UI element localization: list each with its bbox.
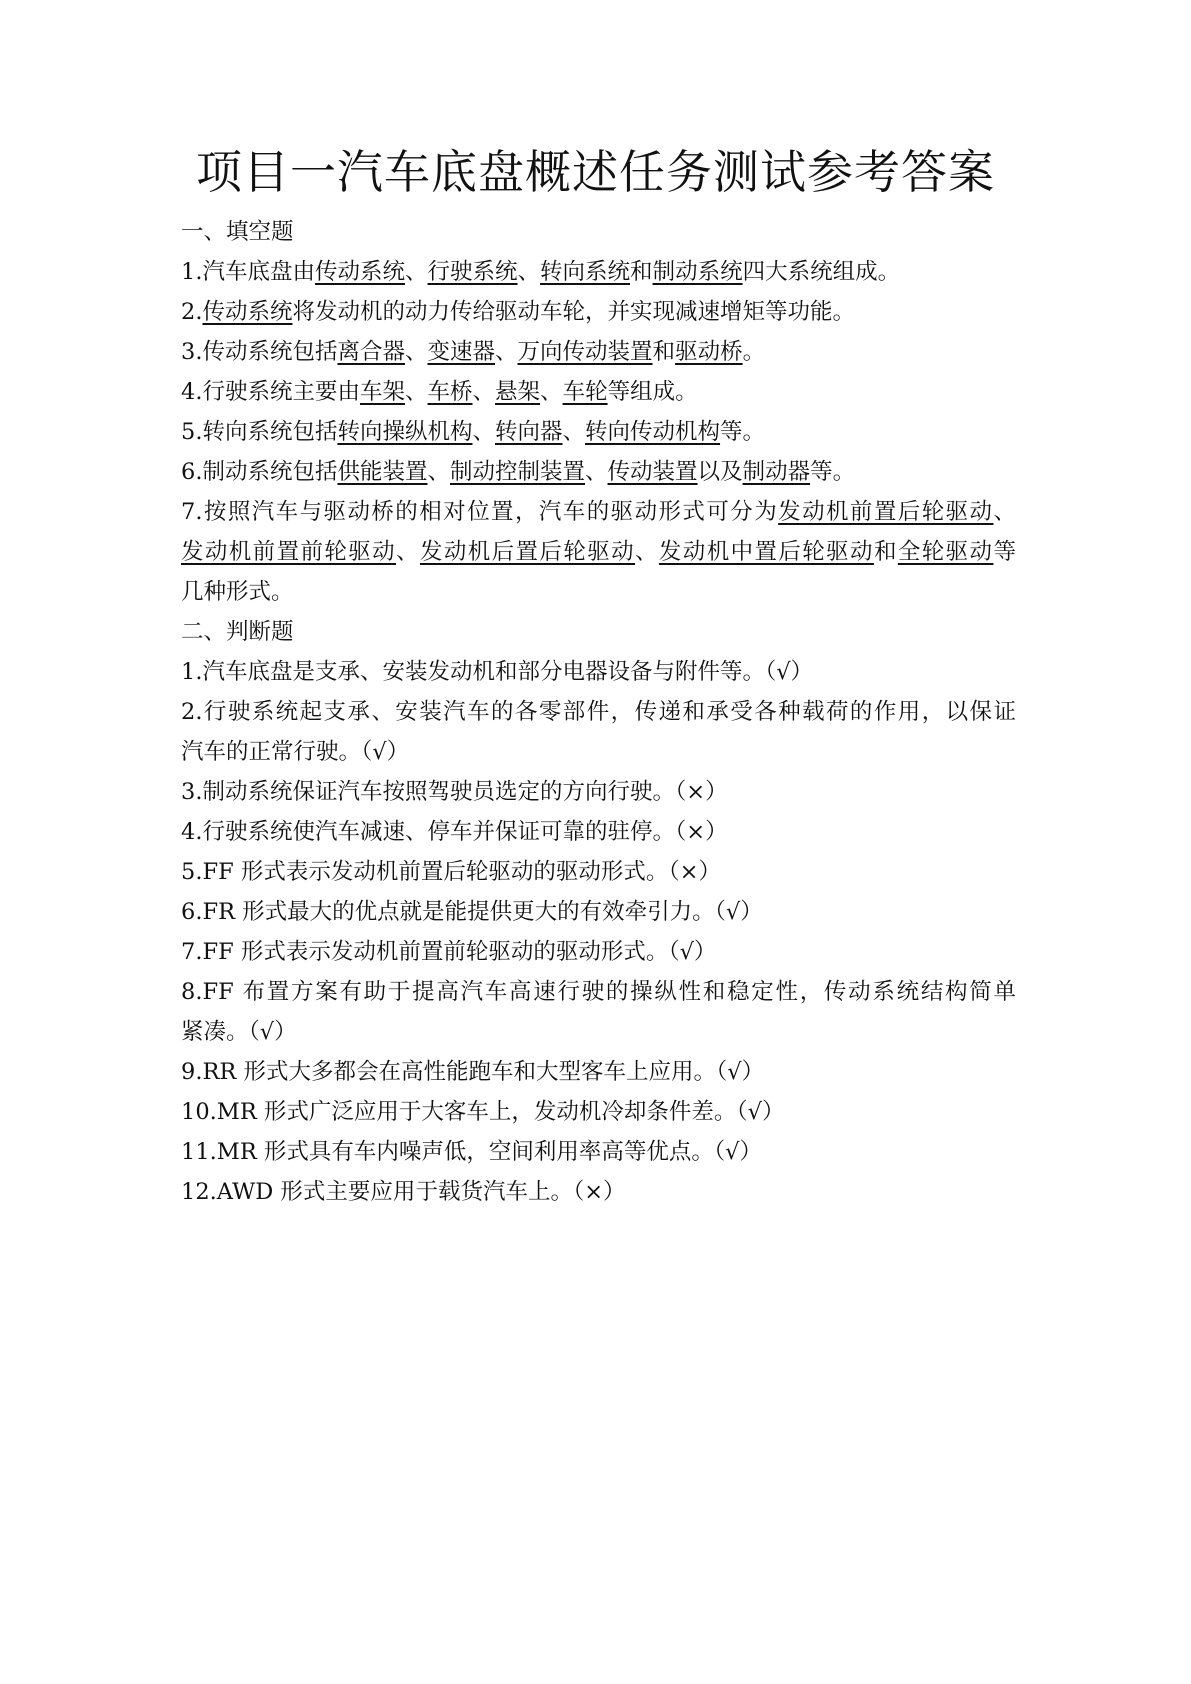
fill-blank-line-text [181, 579, 294, 605]
question-text: 几种形式。 [181, 579, 294, 605]
question-text: 1.汽车底盘由 [181, 259, 315, 285]
true-false-line: 紧凑。（√） [181, 1019, 297, 1045]
fill-blank-line [181, 412, 1016, 452]
answer-text: 车桥 [427, 379, 473, 405]
question-text: 等。 [720, 419, 766, 445]
answer-text: 转向传动机构 [585, 419, 721, 445]
question-text: 3.传动系统包括 [181, 339, 338, 365]
question-text: 和 [873, 539, 898, 565]
fill-blank-line-text [181, 339, 765, 365]
question-text: 将发动机的动力传给驱动车轮，并实现减速增矩等功能。 [292, 299, 855, 325]
fill-blank-line [181, 252, 1016, 292]
answer-text: 传动系统 [314, 259, 405, 285]
answer-text: 发动机前置前轮驱动 [181, 539, 397, 565]
answer-text: 发动机前置后轮驱动 [778, 499, 994, 525]
true-false-line: 9.RR 形式大多都会在高性能跑车和大型客车上应用。（√） [181, 1059, 765, 1085]
answer-text: 全轮驱动 [897, 539, 994, 565]
question-text: 、 [472, 379, 496, 405]
fill-blank-line-text [181, 299, 855, 325]
fill-blank-line-text [181, 539, 1016, 565]
question-text: 、 [472, 419, 495, 445]
question-text: 4.行驶系统主要由 [181, 379, 360, 405]
question-text: 等组成。 [607, 379, 698, 405]
answer-text: 传动系统 [202, 299, 293, 325]
fill-blank-answers [181, 252, 1016, 612]
true-false-line: 1.汽车底盘是支承、安装发动机和部分电器设备与附件等。（√） [181, 659, 814, 685]
answer-text: 制动系统 [652, 259, 743, 285]
question-text: 等。 [810, 459, 856, 485]
question-text: 、 [540, 379, 563, 405]
question-text: 、 [635, 539, 659, 565]
question-text: 6.制动系统包括 [181, 459, 338, 485]
fill-blank-line [181, 492, 1016, 532]
answer-text: 变速器 [427, 339, 496, 365]
true-false-line: 5.FF 形式表示发动机前置后轮驱动的驱动形式。（×） [181, 859, 721, 885]
true-false-line: 12.AWD 形式主要应用于载货汽车上。（×） [181, 1179, 626, 1205]
question-text: 、 [404, 339, 428, 365]
fill-blank-line [181, 452, 1016, 492]
answer-text: 制动器 [742, 459, 811, 485]
section-heading-fill-blank: 一、填空题 [181, 219, 294, 245]
section-heading-true-false: 二、判断题 [181, 619, 294, 645]
answer-text: 万向传动装置 [517, 339, 653, 365]
true-false-line: 汽车的正常行驶。（√） [181, 739, 410, 765]
true-false-line: 2.行驶系统起支承、安装汽车的各零部件，传递和承受各种载荷的作用，以保证 [181, 699, 1016, 725]
question-text: 等 [993, 539, 1016, 565]
question-text: 、 [427, 459, 450, 485]
true-false-answers [181, 652, 1016, 1212]
answer-text: 供能装置 [337, 459, 428, 485]
question-text: 。 [742, 339, 766, 365]
question-text: 和 [630, 259, 653, 285]
document-title: 项目一汽车底盘概述任务测试参考答案 [196, 145, 995, 199]
fill-blank-line-text [181, 499, 1016, 525]
answer-text: 转向器 [495, 419, 563, 445]
question-text: 、 [495, 339, 518, 365]
question-text: 、 [396, 539, 420, 565]
answer-text: 转向操纵机构 [337, 419, 473, 445]
question-text: 5.转向系统包括 [181, 419, 338, 445]
question-text: 、 [585, 459, 608, 485]
question-text: 四大系统组成。 [742, 259, 901, 285]
answer-text: 悬架 [495, 379, 541, 405]
answer-text: 车轮 [562, 379, 608, 405]
question-text: 2. [181, 299, 203, 325]
document-body [181, 212, 1016, 1212]
true-false-line: 3.制动系统保证汽车按照驾驶员选定的方向行驶。（×） [181, 779, 728, 805]
answer-text: 发动机后置后轮驱动 [419, 539, 635, 565]
question-text: 7.按照汽车与驱动桥的相对位置，汽车的驱动形式可分为 [181, 499, 779, 525]
question-text: 、 [404, 379, 428, 405]
true-false-line: 6.FR 形式最大的优点就是能提供更大的有效牵引力。（√） [181, 899, 763, 925]
answer-text: 转向系统 [540, 259, 631, 285]
fill-blank-line-text [181, 259, 900, 285]
fill-blank-line-text [181, 379, 698, 405]
answer-text: 发动机中置后轮驱动 [658, 539, 874, 565]
answer-text: 行驶系统 [427, 259, 518, 285]
answer-text: 传动装置 [607, 459, 698, 485]
true-false-line: 10.MR 形式广泛应用于大客车上，发动机冷却条件差。（√） [181, 1099, 785, 1125]
true-false-line: 4.行驶系统使汽车减速、停车并保证可靠的驻停。（×） [181, 819, 728, 845]
answer-text: 驱动桥 [675, 339, 743, 365]
true-false-line: 8.FF 布置方案有助于提高汽车高速行驶的操纵性和稳定性，传动系统结构简单 [181, 979, 1016, 1005]
question-text: 和 [652, 339, 676, 365]
fill-blank-line [181, 372, 1016, 412]
question-text: 、 [517, 259, 541, 285]
fill-blank-line [181, 332, 1016, 372]
fill-blank-line-text [181, 459, 855, 485]
question-text: 、 [404, 259, 428, 285]
question-text: 、 [562, 419, 586, 445]
fill-blank-line [181, 292, 1016, 332]
answer-text: 制动控制装置 [450, 459, 586, 485]
answer-text: 离合器 [337, 339, 405, 365]
answer-text: 车架 [359, 379, 405, 405]
true-false-line: 7.FF 形式表示发动机前置前轮驱动的驱动形式。（√） [181, 939, 717, 965]
fill-blank-line [181, 572, 1016, 612]
fill-blank-line [181, 532, 1016, 572]
question-text: 以及 [697, 459, 743, 485]
question-text: 、 [993, 499, 1016, 525]
fill-blank-line-text [181, 419, 765, 445]
true-false-line: 11.MR 形式具有车内噪声低，空间利用率高等优点。（√） [181, 1139, 763, 1165]
